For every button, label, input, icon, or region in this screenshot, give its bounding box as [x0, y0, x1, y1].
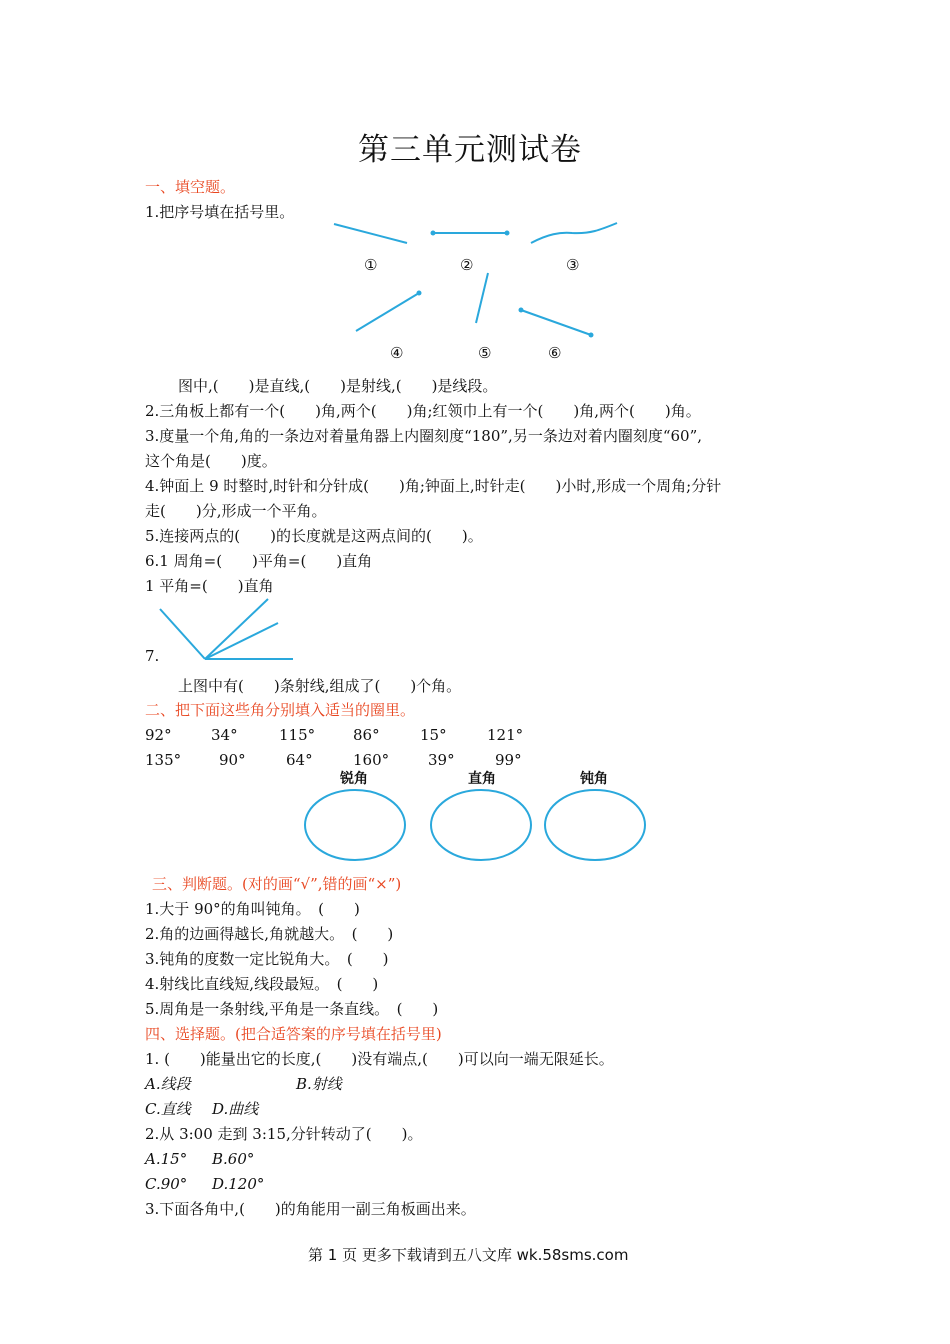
true-false-item: 5.周角是一条射线,平角是一条直线。 ( ) — [145, 1000, 439, 1018]
angle-value: 115° — [279, 726, 316, 744]
right-angle-label: 直角 — [468, 771, 496, 787]
question-6-line-2: 1 平角=( )直角 — [145, 577, 274, 595]
question-7-answer: 上图中有( )条射线,组成了( )个角。 — [178, 677, 462, 695]
question-1-answer-line: 图中,( )是直线,( )是射线,( )是线段。 — [178, 377, 498, 395]
choice-option-d: D.120° — [212, 1175, 265, 1193]
true-false-item: 3.钝角的度数一定比锐角大。 ( ) — [145, 950, 389, 968]
angle-value: 121° — [487, 726, 524, 744]
figure-label-3: ③ — [566, 256, 580, 274]
angle-value: 135° — [145, 751, 182, 769]
choice-option-b: B.射线 — [296, 1075, 342, 1093]
choice-option-a: A.15° — [145, 1150, 188, 1168]
question-6-line-1: 6.1 周角=( )平角=( )直角 — [145, 552, 373, 570]
true-false-item: 4.射线比直线短,线段最短。 ( ) — [145, 975, 379, 993]
true-false-item: 1.大于 90°的角叫钝角。 ( ) — [145, 900, 360, 918]
question-3-line-1: 3.度量一个角,角的一条边对着量角器上内圈刻度“180”,另一条边对着内圈刻度“60”, — [145, 427, 703, 445]
angle-value: 34° — [211, 726, 238, 744]
figure-label-2: ② — [460, 256, 474, 274]
angle-value: 90° — [219, 751, 246, 769]
obtuse-angle-circle — [545, 790, 645, 860]
acute-angle-circle — [305, 790, 405, 860]
figure-label-5: ⑤ — [478, 344, 492, 362]
section-heading-classify-angles: 二、把下面这些角分别填入适当的圈里。 — [145, 701, 416, 719]
angle-value: 92° — [145, 726, 172, 744]
angle-value: 39° — [428, 751, 455, 769]
choice-question-1: 1. ( )能量出它的长度,( )没有端点,( )可以向一端无限延长。 — [145, 1050, 614, 1068]
angle-value: 99° — [495, 751, 522, 769]
right-angle-circle — [431, 790, 531, 860]
page-title: 第三单元测试卷 — [358, 132, 582, 168]
angle-value: 64° — [286, 751, 313, 769]
question-7-label: 7. — [145, 647, 160, 665]
choice-question-2: 2.从 3:00 走到 3:15,分针转动了( )。 — [145, 1125, 423, 1143]
figure-label-6: ⑥ — [548, 344, 562, 362]
angle-value: 15° — [420, 726, 447, 744]
true-false-item: 2.角的边画得越长,角就越大。 ( ) — [145, 925, 394, 943]
question-5-text: 5.连接两点的( )的长度就是这两点间的( )。 — [145, 527, 483, 545]
question-3-line-2: 这个角是( )度。 — [145, 452, 277, 470]
question-4-line-2: 走( )分,形成一个平角。 — [145, 502, 327, 520]
section-heading-fill-blank: 一、填空题。 — [145, 178, 236, 196]
figure-label-1: ① — [364, 256, 378, 274]
question-1-text: 1.把序号填在括号里。 — [145, 203, 295, 221]
question-2-text: 2.三角板上都有一个( )角,两个( )角;红领巾上有一个( )角,两个( )角。 — [145, 402, 701, 420]
choice-option-c: C.直线 — [145, 1100, 191, 1118]
choice-option-d: D.曲线 — [212, 1100, 259, 1118]
choice-option-c: C.90° — [145, 1175, 188, 1193]
choice-option-a: A.线段 — [145, 1075, 191, 1093]
choice-option-b: B.60° — [212, 1150, 255, 1168]
section-heading-multiple-choice: 四、选择题。(把合适答案的序号填在括号里) — [145, 1025, 442, 1043]
figure-label-4: ④ — [390, 344, 404, 362]
acute-angle-label: 锐角 — [340, 771, 368, 787]
obtuse-angle-label: 钝角 — [580, 771, 608, 787]
section-heading-true-false: 三、判断题。(对的画“√”,错的画“×”) — [152, 875, 402, 893]
angle-value: 160° — [353, 751, 390, 769]
angle-value: 86° — [353, 726, 380, 744]
choice-question-3: 3.下面各角中,( )的角能用一副三角板画出来。 — [145, 1200, 476, 1218]
page-footer: 第 1 页 更多下载请到五八文库 wk.58sms.com — [308, 1246, 629, 1264]
question-4-line-1: 4.钟面上 9 时整时,时针和分针成( )角;钟面上,时针走( )小时,形成一个周角;分针 — [145, 477, 722, 495]
